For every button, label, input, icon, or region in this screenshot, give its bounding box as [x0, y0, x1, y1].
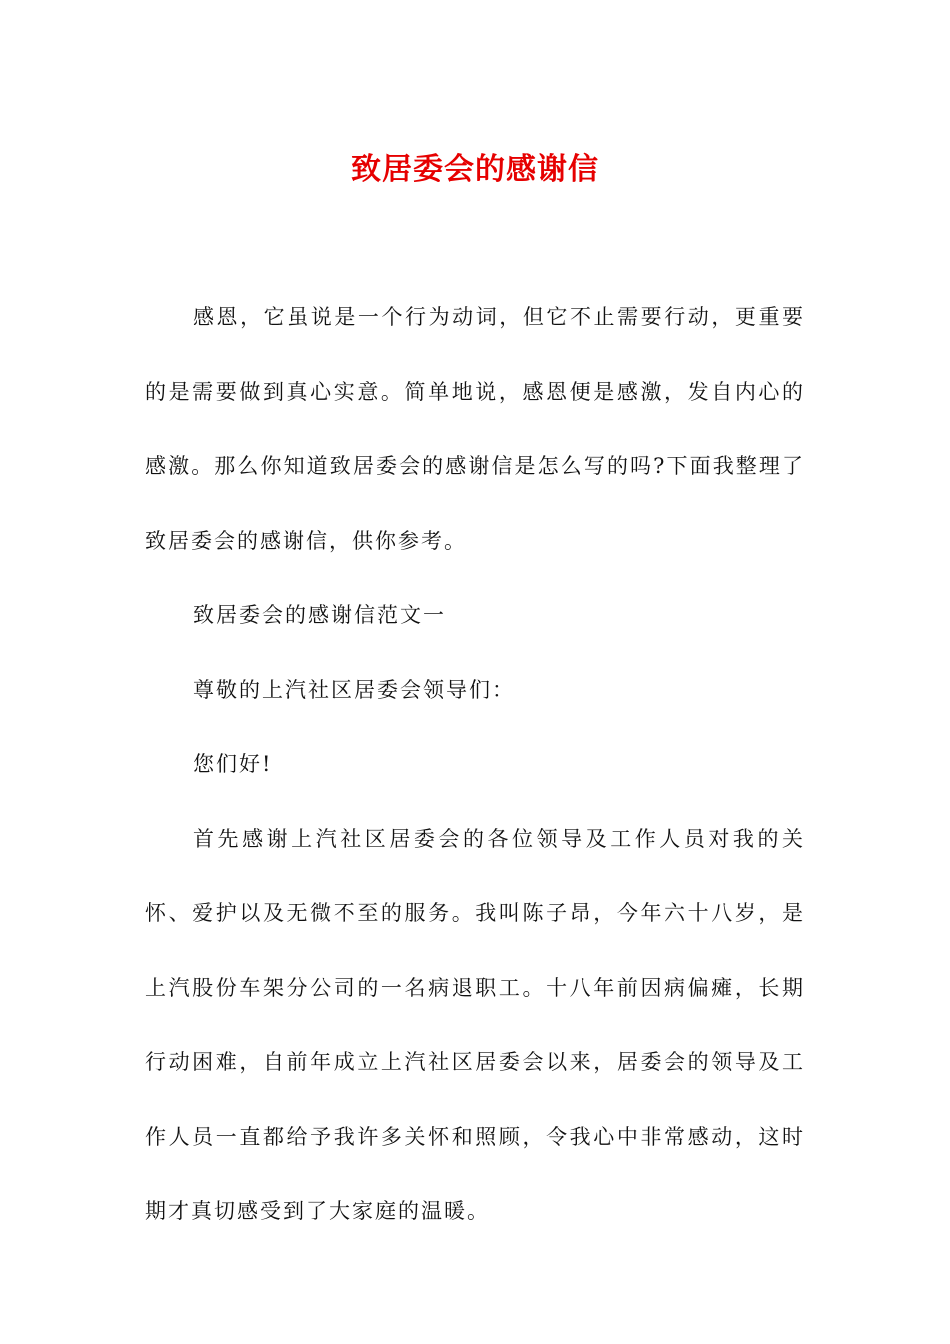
greeting: 您们好!	[193, 752, 273, 776]
document-title: 致居委会的感谢信	[351, 152, 599, 187]
section-heading: 致居委会的感谢信范文一	[193, 603, 446, 627]
salutation: 尊敬的上汽社区居委会领导们：	[193, 677, 515, 702]
letter-body	[145, 280, 805, 1249]
intro-paragraph: 感恩，它虽说是一个行为动词，但它不止需要行动，更重要的是需要做到真心实意。简单地说，感恩便是感激，发自内心的感激。那么你知道致居委会的感谢信是怎么写的吗?下面我整理了致居委会的感谢信，供你参考。	[145, 305, 805, 553]
letter-paragraph: 首先感谢上汽社区居委会的各位领导及工作人员对我的关怀、爱护以及无微不至的服务。我叫陈子昂，今年六十八岁，是上汽股份车架分公司的一名病退职工。十八年前因病偏瘫，长期行动困难，自前年成立上汽社区居委会以来，居委会的领导及工作人员一直都给予我许多关怀和照顾，令我心中非常感动，这时期才真切感受到了大家庭的温暖。	[145, 826, 805, 1223]
